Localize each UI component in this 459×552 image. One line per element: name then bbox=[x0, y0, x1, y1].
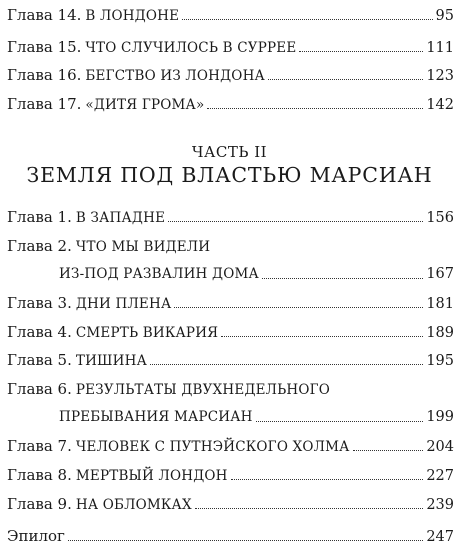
page-number: 204 bbox=[426, 439, 454, 455]
toc-entry-p2-chapter-2-continued[interactable] bbox=[59, 264, 454, 284]
dot-leader bbox=[262, 277, 423, 279]
dot-leader bbox=[195, 507, 424, 509]
chapter-number: Глава 14. bbox=[7, 6, 82, 24]
chapter-title: «ДИТЯ ГРОМА» bbox=[85, 97, 205, 113]
page-number: 239 bbox=[426, 497, 454, 513]
dot-leader bbox=[150, 363, 423, 365]
chapter-title: В ЛОНДОНЕ bbox=[85, 8, 180, 24]
toc-entry-p2-chapter-6[interactable] bbox=[7, 379, 454, 399]
toc-entry-p2-chapter-2[interactable] bbox=[7, 236, 454, 256]
dot-leader bbox=[182, 18, 432, 20]
page-number: 111 bbox=[426, 40, 454, 56]
toc-entry-p2-chapter-8[interactable] bbox=[7, 465, 454, 485]
dot-leader bbox=[68, 539, 423, 541]
dot-leader bbox=[168, 220, 423, 222]
toc-entry-p2-chapter-7[interactable] bbox=[7, 436, 454, 456]
chapter-number: Глава 9. bbox=[7, 495, 72, 513]
chapter-title: БЕГСТВО ИЗ ЛОНДОНА bbox=[85, 68, 265, 84]
dot-leader bbox=[268, 78, 423, 80]
toc-entry-p2-chapter-1[interactable] bbox=[7, 207, 454, 227]
page-number: 195 bbox=[426, 353, 454, 369]
toc-entry-chapter-16[interactable] bbox=[7, 65, 454, 85]
dot-leader bbox=[174, 306, 423, 308]
chapter-title-continued: ИЗ-ПОД РАЗВАЛИН ДОМА bbox=[59, 266, 259, 282]
page-number: 247 bbox=[426, 529, 454, 545]
chapter-title: В ЗАПАДНЕ bbox=[75, 210, 166, 226]
chapter-title: НА ОБЛОМКАХ bbox=[75, 497, 192, 513]
dot-leader bbox=[221, 335, 423, 337]
chapter-number: Глава 7. bbox=[7, 437, 72, 455]
toc-entry-chapter-14[interactable] bbox=[7, 5, 454, 25]
page-number: 181 bbox=[426, 296, 454, 312]
chapter-title: ДНИ ПЛЕНА bbox=[75, 296, 172, 312]
chapter-title: ЧТО СЛУЧИЛОСЬ В СУРРЕЕ bbox=[85, 40, 297, 56]
page-number: 189 bbox=[426, 325, 454, 341]
part-label: ЧАСТЬ II bbox=[191, 143, 268, 161]
chapter-title: ТИШИНА bbox=[75, 353, 148, 369]
dot-leader bbox=[207, 107, 423, 109]
chapter-title: РЕЗУЛЬТАТЫ ДВУХНЕДЕЛЬНОГО bbox=[75, 382, 331, 398]
page-number: 95 bbox=[435, 8, 454, 24]
chapter-title: МЕРТВЫЙ ЛОНДОН bbox=[75, 468, 228, 484]
chapter-number: Глава 1. bbox=[7, 208, 72, 226]
chapter-number: Глава 2. bbox=[7, 237, 72, 255]
page-number: 227 bbox=[426, 468, 454, 484]
toc-entry-p2-chapter-5[interactable] bbox=[7, 350, 454, 370]
toc-entry-chapter-17[interactable] bbox=[7, 94, 454, 114]
chapter-title: СМЕРТЬ ВИКАРИЯ bbox=[75, 325, 219, 341]
chapter-number: Глава 5. bbox=[7, 351, 72, 369]
chapter-title: ЧЕЛОВЕК С ПУТНЭЙСКОГО ХОЛМА bbox=[75, 439, 350, 455]
toc-entry-p2-chapter-3[interactable] bbox=[7, 293, 454, 313]
toc-entry-p2-chapter-4[interactable] bbox=[7, 322, 454, 342]
page-number: 156 bbox=[426, 210, 454, 226]
chapter-number: Глава 3. bbox=[7, 294, 72, 312]
toc-entry-chapter-15[interactable] bbox=[7, 37, 454, 57]
page-number: 167 bbox=[426, 266, 454, 282]
page-number: 123 bbox=[426, 68, 454, 84]
chapter-number: Глава 8. bbox=[7, 466, 72, 484]
part-title: ЗЕМЛЯ ПОД ВЛАСТЬЮ МАРСИАН bbox=[26, 163, 433, 187]
toc-entry-p2-chapter-6-continued[interactable] bbox=[59, 407, 454, 427]
dot-leader bbox=[353, 449, 424, 451]
epilogue-label: Эпилог bbox=[7, 527, 65, 545]
dot-leader bbox=[299, 50, 423, 52]
chapter-number: Глава 4. bbox=[7, 323, 72, 341]
dot-leader bbox=[231, 478, 424, 480]
chapter-number: Глава 15. bbox=[7, 38, 82, 56]
toc-entry-p2-chapter-9[interactable] bbox=[7, 494, 454, 514]
page-number: 199 bbox=[426, 409, 454, 425]
chapter-number: Глава 6. bbox=[7, 380, 72, 398]
chapter-title-continued: ПРЕБЫВАНИЯ МАРСИАН bbox=[59, 409, 253, 425]
chapter-number: Глава 16. bbox=[7, 66, 82, 84]
chapter-number: Глава 17. bbox=[7, 95, 82, 113]
page-number: 142 bbox=[426, 97, 454, 113]
chapter-title: ЧТО МЫ ВИДЕЛИ bbox=[75, 239, 211, 255]
toc-entry-epilogue[interactable] bbox=[7, 526, 454, 546]
dot-leader bbox=[256, 420, 424, 422]
